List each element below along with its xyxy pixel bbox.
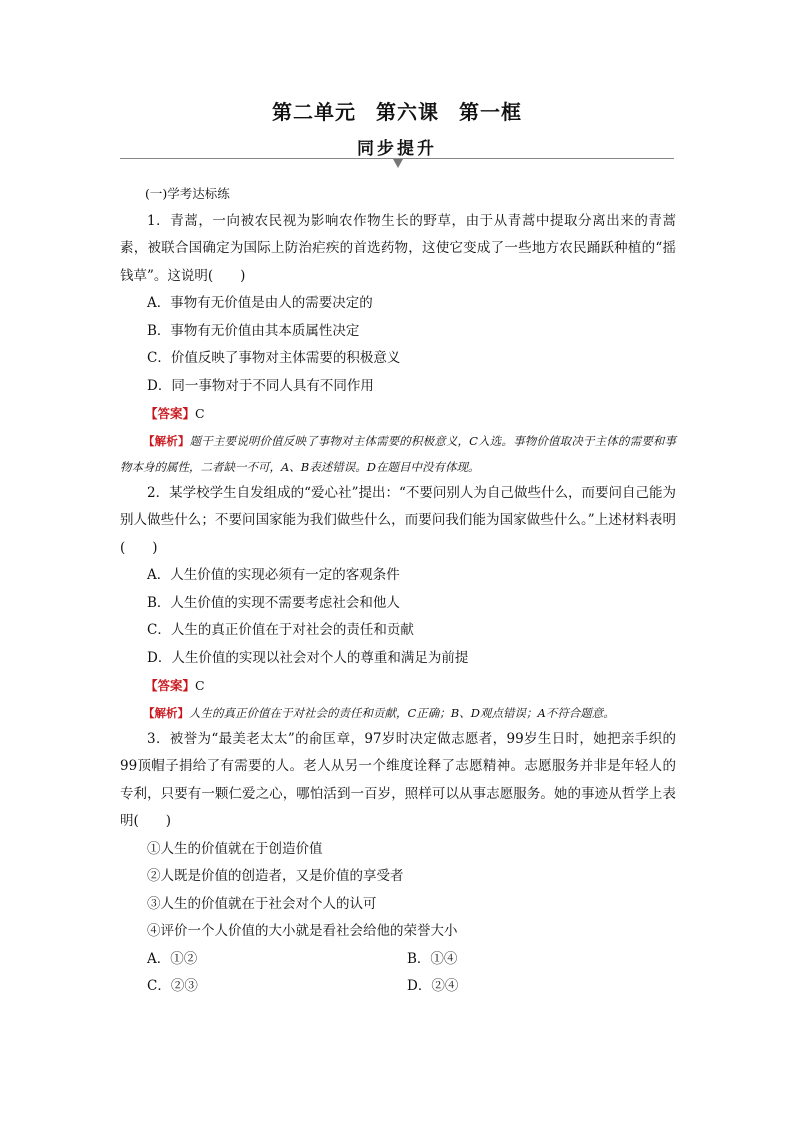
option-c: C．人生的真正价值在于对社会的责任和贡献 (147, 622, 414, 638)
question-stem: 3．被誉为“最美老太太”的俞匡章，97岁时决定做志愿者，99岁生日时，她把亲手织的99顶帽子捐给了有需要的人。老人从另一个维度诠释了志愿精神。志愿服务并非是年轻人的专利，只要有一颗仁爱之心，哪怕活到一百岁，照样可以从事志愿服务。她的事迹从哲学上表明( ) (120, 730, 676, 829)
analysis-text: 人生的真正价值在于对社会的责任和贡献，C正确；B、D观点错误；A不符合题意。 (189, 705, 615, 720)
choice-a: A．①② (147, 950, 198, 967)
section-label: 第一框 (458, 100, 522, 124)
question-stem: 2．某学校学生自发组成的“爱心社”提出：“不要问别人为自己做些什么，而要问自己能为别人做些什么；不要问国家能为我们做些什么，而要问我们能为国家做些什么。”上述材料表明( ) (120, 484, 676, 556)
divider-arrow-icon (393, 159, 403, 168)
part-label: (一)学考达标练 (145, 186, 230, 201)
choice-row-2 (120, 973, 676, 1001)
answer-value: C (195, 406, 205, 421)
choice-b: B．①④ (407, 950, 458, 967)
unit-label: 第二单元 (272, 100, 357, 124)
statement-3: ③人生的价值就在于社会对个人的认可 (147, 895, 377, 912)
question-2 (120, 480, 676, 726)
answer-line (120, 672, 676, 700)
option-d: D．同一事物对于不同人具有不同作用 (147, 377, 374, 394)
answer-tag: 【答案】 (145, 678, 196, 693)
answer-value: C (195, 678, 205, 693)
page-title (0, 96, 794, 125)
statement-4: ④评价一个人价值的大小就是看社会给他的荣誉大小 (147, 923, 458, 939)
analysis-text: 题干主要说明价值反映了事物对主体需要的积极意义，C入选。事物价值取决于主体的需要和事物本身的属性，二者缺一不可，A、B表述错误。D在题目中没有体现。 (120, 433, 677, 474)
option-a: A．事物有无价值是由人的需要决定的 (147, 295, 373, 311)
page-subtitle: 同步提升 (357, 139, 437, 159)
analysis-tag: 【解析】 (143, 433, 190, 448)
option-d: D．人生价值的实现以社会对个人的尊重和满足为前提 (147, 649, 469, 666)
answer-tag: 【答案】 (145, 406, 196, 421)
statement-2: ②人既是价值的创造者，又是价值的享受者 (147, 868, 404, 884)
analysis-line (120, 428, 676, 480)
option-a: A．人生价值的实现必须有一定的客观条件 (147, 567, 400, 583)
statement-1: ①人生的价值就在于创造价值 (147, 840, 323, 857)
question-stem: 1．青蒿，一向被农民视为影响农作物生长的野草，由于从青蒿中提取分离出来的青蒿素，被联合国确定为国际上防治疟疾的首选药物，这使它变成了一些地方农民踊跃种植的“摇钱草”。这说明( ) (120, 212, 676, 284)
question-1 (120, 208, 676, 480)
lesson-label: 第六课 (376, 100, 439, 124)
option-b: B．人生价值的实现不需要考虑社会和他人 (147, 594, 400, 611)
analysis-tag: 【解析】 (143, 705, 189, 720)
answer-line (120, 400, 676, 428)
document-body (120, 180, 676, 1001)
question-3 (120, 726, 676, 1001)
choice-c: C．②③ (147, 978, 198, 994)
analysis-line (120, 700, 676, 726)
option-c: C．价值反映了事物对主体需要的积极意义 (147, 350, 401, 366)
option-b: B．事物有无价值由其本质属性决定 (147, 322, 360, 339)
choice-row-1 (120, 946, 676, 974)
choice-d: D．②④ (407, 978, 459, 994)
